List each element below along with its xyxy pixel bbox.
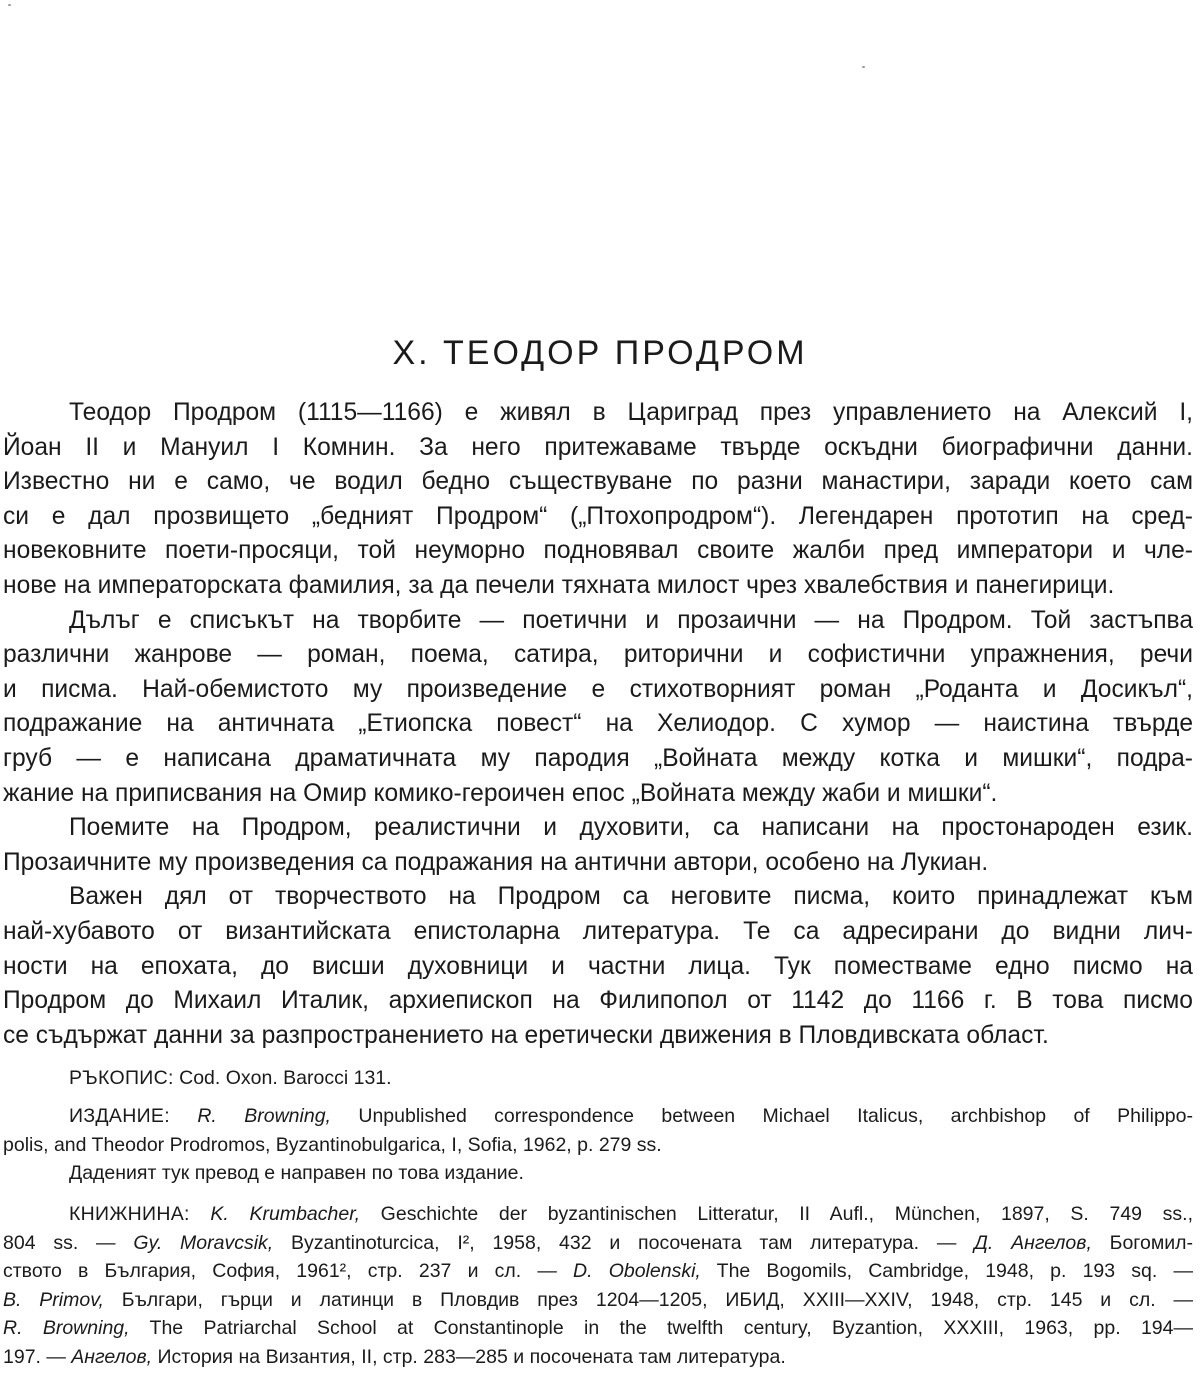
text-line: груб — е написана драматичната му пародия „Войната между котка и мишки“, подра-: [3, 744, 1193, 772]
citation-text: The Bogomils, Cambridge, 1948, p. 193 sq. —: [700, 1260, 1193, 1283]
chapter-title: X. ТЕОДОР ПРОДРОМ: [392, 334, 808, 372]
paragraph: [3, 880, 1193, 1053]
citation-author: K. Krumbacher,: [210, 1203, 361, 1225]
text-line: най-хубавото от византийската епистоларна литература. Те са адресирани до видни лич-: [3, 917, 1193, 945]
citation-text: 197. —: [3, 1345, 72, 1368]
text-line: Дълъг е списъкът на творбите — поетични и прозаични — на Продром. Той застъпва: [69, 606, 1193, 634]
body-text: [3, 396, 1193, 1053]
literature-note: [3, 1200, 1193, 1372]
text-line: се съдържат данни за разпространението на еретически движения в Пловдивската област.: [3, 1021, 1049, 1049]
text-line: Поемите на Продром, реалистични и духовити, са написани на простонароден език.: [69, 814, 1193, 842]
edition-label: ИЗДАНИЕ:: [69, 1105, 170, 1127]
literature-line: [3, 1343, 1193, 1372]
citation-text: Българи, гърци и латинци в Пловдив през 1204—1205, ИБИД, XXIII—XXIV, 1948, стр. 145 и сл. —: [103, 1288, 1193, 1311]
edition-title: Unpublished correspondence between Michael Italicus, archbishop of Philippo-: [358, 1105, 1193, 1127]
citation-author: Gy. Moravcsik,: [133, 1231, 274, 1254]
literature-line: [3, 1257, 1193, 1286]
edition-note: [3, 1102, 1193, 1188]
citation-author: B. Primov,: [3, 1288, 104, 1311]
paragraph: [3, 811, 1193, 880]
citation-text: Богомил-: [1091, 1231, 1193, 1254]
paragraph: [3, 604, 1193, 812]
citation-text: История на Византия, II, стр. 283—285 и посочената там литература.: [152, 1345, 786, 1368]
citation-text: Byzantinoturcica, I², 1958, 432 и посочената там литература. —: [273, 1231, 975, 1254]
paragraph: [3, 396, 1193, 604]
text-line: жание на приписвания на Омир комико-героичен епос „Войната между жаби и мишки“.: [3, 779, 998, 807]
literature-label: КНИЖНИНА:: [69, 1203, 190, 1225]
edition-line: polis, and Theodor Prodromos, Byzantinobulgarica, I, Sofia, 1962, p. 279 ss.: [3, 1133, 662, 1156]
citation-author: Д. Ангелов,: [974, 1231, 1092, 1254]
text-line: ности на епохата, до висши духовници и частни лица. Тук поместваме едно писмо на: [3, 952, 1193, 980]
text-line: Прозаичните му произведения са подражания на антични автори, особено на Лукиан.: [3, 848, 989, 876]
text-line: и писма. Най-обемистото му произведение е стихотворният роман „Роданта и Досикъл“,: [3, 675, 1193, 703]
citation-author: Ангелов,: [71, 1345, 153, 1368]
text-line: Теодор Продром (1115—1166) е живял в Цариград през управлението на Алексий I,: [69, 399, 1193, 426]
edition-author: R. Browning,: [197, 1105, 331, 1127]
text-line: Йоан II и Мануил I Комнин. За него притежаваме твърде оскъдни биографични данни.: [3, 433, 1193, 461]
literature-line: [3, 1200, 1193, 1229]
text-line: Важен дял от творчеството на Продром са неговите писма, които принадлежат към: [69, 883, 1193, 911]
scan-speck: [862, 66, 865, 68]
scan-speck: [8, 4, 11, 6]
citation-author: R. Browning,: [3, 1317, 130, 1340]
text-line: си е дал прозвището „бедният Продром“ („Птохопродром“). Легендарен прототип на сред-: [3, 502, 1193, 530]
literature-line: [3, 1314, 1193, 1343]
citation-text: The Patriarchal School at Constantinople in the twelfth century, Byzantion, XXXIII, 1963, pp. 194—: [129, 1317, 1193, 1340]
edition-line: [3, 1102, 1193, 1131]
text-line: подражание на античната „Етиопска повест“ на Хелиодор. С хумор — наистина твърде: [3, 710, 1193, 738]
citation-text: Geschichte der byzantinischen Litteratur, II Aufl., München, 1897, S. 749 ss.,: [360, 1203, 1193, 1225]
literature-line: [3, 1229, 1193, 1258]
text-line: новековните поети-просяци, той неуморно подновявал своите жалби пред императори и чле-: [3, 537, 1193, 565]
literature-text: [210, 1203, 1193, 1225]
citation-text: ството в България, София, 1961², стр. 237 и сл. —: [3, 1260, 574, 1283]
literature-line: [3, 1286, 1193, 1315]
text-line: нове на императорската фамилия, за да печели тяхната милост чрез хвалебствия и панегирици.: [3, 571, 1115, 599]
manuscript-text: Cod. Oxon. Barocci 131.: [179, 1067, 392, 1089]
text-line: Продром до Михаил Италик, архиепископ на Филипопол от 1142 до 1166 г. В това писмо: [3, 987, 1193, 1015]
edition-remark: Даденият тук превод е направен по това издание.: [69, 1162, 524, 1185]
text-line: различни жанрове — роман, поема, сатира, риторични и софистични упражнения, речи: [3, 641, 1193, 669]
citation-author: D. Obolenski,: [573, 1260, 701, 1283]
manuscript-label: РЪКОПИС:: [69, 1067, 174, 1089]
manuscript-note: [3, 1064, 1193, 1093]
citation-text: 804 ss. —: [3, 1231, 134, 1254]
text-line: Известно ни е само, че водил бедно съществуване по разни манастири, заради което сам: [3, 468, 1193, 496]
manuscript-line: [3, 1064, 1193, 1093]
